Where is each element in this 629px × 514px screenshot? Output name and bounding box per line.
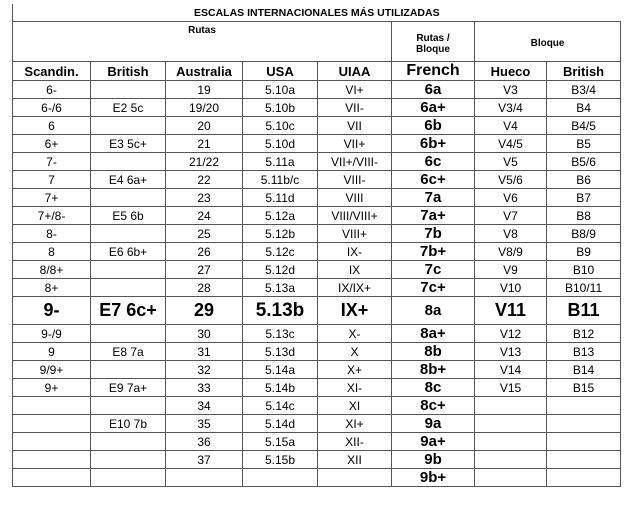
cell-hueco: V8 xyxy=(475,225,547,243)
cell-british-boulder: B8/9 xyxy=(547,225,621,243)
cell-australia: 27 xyxy=(166,261,243,279)
cell-british-routes xyxy=(91,451,166,469)
cell-british-routes xyxy=(91,261,166,279)
table-row xyxy=(13,117,621,135)
cell-french: 8c xyxy=(392,379,475,397)
cell-french: 8a+ xyxy=(392,325,475,343)
cell-french: 9a+ xyxy=(392,433,475,451)
cell-australia: 21 xyxy=(166,135,243,153)
column-header-usa: USA xyxy=(243,62,318,81)
cell-scandinavian: 7+/8- xyxy=(13,207,91,225)
column-header-british-boulder: British xyxy=(547,62,621,81)
cell-australia: 35 xyxy=(166,415,243,433)
cell-australia: 24 xyxy=(166,207,243,225)
cell-uiaa: X xyxy=(318,343,392,361)
group-header-row xyxy=(13,22,621,62)
table-row xyxy=(13,81,621,99)
cell-scandinavian: 8+ xyxy=(13,279,91,297)
table-row xyxy=(13,99,621,117)
table-row xyxy=(13,361,621,379)
cell-hueco xyxy=(475,451,547,469)
cell-french: 6c xyxy=(392,153,475,171)
cell-british-boulder: B15 xyxy=(547,379,621,397)
cell-hueco: V10 xyxy=(475,279,547,297)
table-row xyxy=(13,325,621,343)
cell-british-routes: E5 6b xyxy=(91,207,166,225)
cell-usa: 5.11a xyxy=(243,153,318,171)
cell-usa: 5.15a xyxy=(243,433,318,451)
cell-uiaa: XI- xyxy=(318,379,392,397)
cell-usa xyxy=(243,469,318,487)
cell-hueco: V11 xyxy=(475,297,547,325)
cell-french: 9a xyxy=(392,415,475,433)
cell-british-routes xyxy=(91,189,166,207)
cell-british-routes xyxy=(91,433,166,451)
cell-french: 6a+ xyxy=(392,99,475,117)
cell-british-boulder: B11 xyxy=(547,297,621,325)
column-header-row xyxy=(13,62,621,81)
cell-usa: 5.15b xyxy=(243,451,318,469)
cell-australia: 37 xyxy=(166,451,243,469)
cell-hueco: V3 xyxy=(475,81,547,99)
cell-british-boulder: B9 xyxy=(547,243,621,261)
cell-british-boulder: B10/11 xyxy=(547,279,621,297)
cell-french: 8b+ xyxy=(392,361,475,379)
cell-usa: 5.13a xyxy=(243,279,318,297)
table-row xyxy=(13,379,621,397)
table-row xyxy=(13,153,621,171)
cell-usa: 5.12b xyxy=(243,225,318,243)
cell-uiaa: VII- xyxy=(318,99,392,117)
cell-hueco: V7 xyxy=(475,207,547,225)
cell-uiaa: X- xyxy=(318,325,392,343)
table-row xyxy=(13,207,621,225)
cell-scandinavian: 9 xyxy=(13,343,91,361)
table-row xyxy=(13,261,621,279)
cell-australia: 34 xyxy=(166,397,243,415)
cell-british-boulder: B12 xyxy=(547,325,621,343)
cell-australia: 25 xyxy=(166,225,243,243)
cell-australia: 19/20 xyxy=(166,99,243,117)
cell-french: 6c+ xyxy=(392,171,475,189)
table-row xyxy=(13,297,621,325)
column-header-hueco: Hueco xyxy=(475,62,547,81)
table-row xyxy=(13,171,621,189)
table-row xyxy=(13,279,621,297)
cell-uiaa: VIII- xyxy=(318,171,392,189)
cell-usa: 5.14d xyxy=(243,415,318,433)
table-row xyxy=(13,225,621,243)
cell-hueco: V14 xyxy=(475,361,547,379)
cell-british-routes xyxy=(91,153,166,171)
cell-scandinavian: 6 xyxy=(13,117,91,135)
cell-australia: 29 xyxy=(166,297,243,325)
column-header-british-routes: British xyxy=(91,62,166,81)
column-header-uiaa: UIAA xyxy=(318,62,392,81)
table-row xyxy=(13,469,621,487)
cell-british-routes: E3 5c+ xyxy=(91,135,166,153)
cell-usa: 5.14a xyxy=(243,361,318,379)
cell-usa: 5.10b xyxy=(243,99,318,117)
table-row xyxy=(13,189,621,207)
cell-usa: 5.11b/c xyxy=(243,171,318,189)
cell-french: 8a xyxy=(392,297,475,325)
cell-hueco: V5/6 xyxy=(475,171,547,189)
cell-british-boulder: B10 xyxy=(547,261,621,279)
cell-british-boulder: B3/4 xyxy=(547,81,621,99)
cell-uiaa: XII xyxy=(318,451,392,469)
cell-british-routes: E9 7a+ xyxy=(91,379,166,397)
cell-scandinavian xyxy=(13,469,91,487)
grade-conversion-table xyxy=(12,4,621,487)
cell-uiaa: VII+/VIII- xyxy=(318,153,392,171)
cell-british-boulder: B4 xyxy=(547,99,621,117)
cell-hueco: V4 xyxy=(475,117,547,135)
table-row xyxy=(13,415,621,433)
cell-british-boulder: B4/5 xyxy=(547,117,621,135)
cell-uiaa: VI+ xyxy=(318,81,392,99)
cell-usa: 5.10a xyxy=(243,81,318,99)
cell-uiaa: IX+ xyxy=(318,297,392,325)
cell-scandinavian: 8/8+ xyxy=(13,261,91,279)
cell-british-routes xyxy=(91,225,166,243)
cell-scandinavian xyxy=(13,451,91,469)
cell-scandinavian: 9/9+ xyxy=(13,361,91,379)
cell-australia: 36 xyxy=(166,433,243,451)
cell-uiaa: XI xyxy=(318,397,392,415)
cell-australia: 21/22 xyxy=(166,153,243,171)
cell-hueco: V12 xyxy=(475,325,547,343)
cell-british-boulder: B6 xyxy=(547,171,621,189)
cell-uiaa: IX xyxy=(318,261,392,279)
cell-uiaa: XII- xyxy=(318,433,392,451)
cell-usa: 5.10c xyxy=(243,117,318,135)
cell-australia xyxy=(166,469,243,487)
cell-scandinavian: 9- xyxy=(13,297,91,325)
cell-usa: 5.14b xyxy=(243,379,318,397)
cell-french: 7a+ xyxy=(392,207,475,225)
cell-british-routes: E6 6b+ xyxy=(91,243,166,261)
cell-scandinavian: 7+ xyxy=(13,189,91,207)
cell-hueco: V4/5 xyxy=(475,135,547,153)
cell-hueco xyxy=(475,433,547,451)
cell-australia: 19 xyxy=(166,81,243,99)
cell-scandinavian xyxy=(13,397,91,415)
cell-uiaa: IX- xyxy=(318,243,392,261)
cell-french: 9b xyxy=(392,451,475,469)
cell-uiaa: X+ xyxy=(318,361,392,379)
cell-british-routes: E10 7b xyxy=(91,415,166,433)
cell-scandinavian: 7 xyxy=(13,171,91,189)
cell-hueco xyxy=(475,469,547,487)
cell-scandinavian: 7- xyxy=(13,153,91,171)
cell-british-boulder xyxy=(547,415,621,433)
table-row xyxy=(13,243,621,261)
cell-usa: 5.13c xyxy=(243,325,318,343)
cell-scandinavian xyxy=(13,433,91,451)
cell-hueco xyxy=(475,397,547,415)
cell-british-routes xyxy=(91,361,166,379)
cell-scandinavian: 8- xyxy=(13,225,91,243)
cell-usa: 5.12a xyxy=(243,207,318,225)
cell-uiaa: XI+ xyxy=(318,415,392,433)
cell-french: 7b+ xyxy=(392,243,475,261)
cell-french: 7c xyxy=(392,261,475,279)
cell-french: 7c+ xyxy=(392,279,475,297)
cell-usa: 5.12c xyxy=(243,243,318,261)
cell-hueco: V8/9 xyxy=(475,243,547,261)
cell-british-boulder: B13 xyxy=(547,343,621,361)
cell-usa: 5.13b xyxy=(243,297,318,325)
cell-british-boulder xyxy=(547,433,621,451)
cell-british-routes xyxy=(91,325,166,343)
cell-uiaa: VII xyxy=(318,117,392,135)
cell-french: 8c+ xyxy=(392,397,475,415)
cell-uiaa xyxy=(318,469,392,487)
cell-australia: 31 xyxy=(166,343,243,361)
table-row xyxy=(13,397,621,415)
column-header-french: French xyxy=(392,62,475,81)
cell-british-routes xyxy=(91,117,166,135)
cell-french: 7b xyxy=(392,225,475,243)
cell-scandinavian: 6- xyxy=(13,81,91,99)
group-header-rutas: Rutas xyxy=(13,22,392,62)
cell-usa: 5.11d xyxy=(243,189,318,207)
cell-scandinavian: 9-/9 xyxy=(13,325,91,343)
cell-usa: 5.13d xyxy=(243,343,318,361)
cell-hueco: V3/4 xyxy=(475,99,547,117)
cell-usa: 5.12d xyxy=(243,261,318,279)
cell-french: 6a xyxy=(392,81,475,99)
table-title: ESCALAS INTERNACIONALES MÁS UTILIZADAS xyxy=(13,4,621,22)
cell-hueco: V5 xyxy=(475,153,547,171)
cell-australia: 32 xyxy=(166,361,243,379)
cell-hueco: V6 xyxy=(475,189,547,207)
cell-hueco: V15 xyxy=(475,379,547,397)
cell-british-routes: E2 5c xyxy=(91,99,166,117)
cell-usa: 5.10d xyxy=(243,135,318,153)
cell-british-routes xyxy=(91,469,166,487)
cell-british-routes xyxy=(91,81,166,99)
cell-australia: 20 xyxy=(166,117,243,135)
title-row xyxy=(13,4,621,22)
cell-british-boulder xyxy=(547,397,621,415)
table-row xyxy=(13,135,621,153)
cell-scandinavian xyxy=(13,415,91,433)
column-header-australia: Australia xyxy=(166,62,243,81)
cell-french: 7a xyxy=(392,189,475,207)
cell-usa: 5.14c xyxy=(243,397,318,415)
cell-french: 6b+ xyxy=(392,135,475,153)
table-row xyxy=(13,433,621,451)
cell-uiaa: VII+ xyxy=(318,135,392,153)
cell-british-boulder: B5/6 xyxy=(547,153,621,171)
cell-british-boulder: B7 xyxy=(547,189,621,207)
cell-french: 8b xyxy=(392,343,475,361)
cell-british-routes: E7 6c+ xyxy=(91,297,166,325)
cell-british-boulder xyxy=(547,451,621,469)
column-header-scandinavian: Scandin. xyxy=(13,62,91,81)
cell-british-boulder: B8 xyxy=(547,207,621,225)
cell-scandinavian: 9+ xyxy=(13,379,91,397)
cell-australia: 22 xyxy=(166,171,243,189)
cell-british-boulder: B5 xyxy=(547,135,621,153)
cell-british-routes: E8 7a xyxy=(91,343,166,361)
cell-uiaa: VIII+ xyxy=(318,225,392,243)
cell-australia: 33 xyxy=(166,379,243,397)
cell-british-boulder xyxy=(547,469,621,487)
cell-british-boulder: B14 xyxy=(547,361,621,379)
cell-british-routes xyxy=(91,279,166,297)
cell-hueco: V9 xyxy=(475,261,547,279)
cell-scandinavian: 8 xyxy=(13,243,91,261)
cell-french: 9b+ xyxy=(392,469,475,487)
cell-hueco xyxy=(475,415,547,433)
cell-uiaa: VIII xyxy=(318,189,392,207)
cell-british-routes xyxy=(91,397,166,415)
cell-french: 6b xyxy=(392,117,475,135)
cell-uiaa: VIII/VIII+ xyxy=(318,207,392,225)
cell-australia: 30 xyxy=(166,325,243,343)
group-header-rutas-bloque-line2: Bloque xyxy=(416,43,450,55)
cell-australia: 23 xyxy=(166,189,243,207)
cell-uiaa: IX/IX+ xyxy=(318,279,392,297)
cell-british-routes: E4 6a+ xyxy=(91,171,166,189)
cell-australia: 28 xyxy=(166,279,243,297)
cell-scandinavian: 6+ xyxy=(13,135,91,153)
table-row xyxy=(13,343,621,361)
cell-australia: 26 xyxy=(166,243,243,261)
group-header-rutas-bloque xyxy=(392,22,475,62)
table-row xyxy=(13,451,621,469)
group-header-bloque: Bloque xyxy=(475,22,621,62)
cell-hueco: V13 xyxy=(475,343,547,361)
cell-scandinavian: 6-/6 xyxy=(13,99,91,117)
group-header-rutas-bloque-line1: Rutas / xyxy=(416,32,450,44)
